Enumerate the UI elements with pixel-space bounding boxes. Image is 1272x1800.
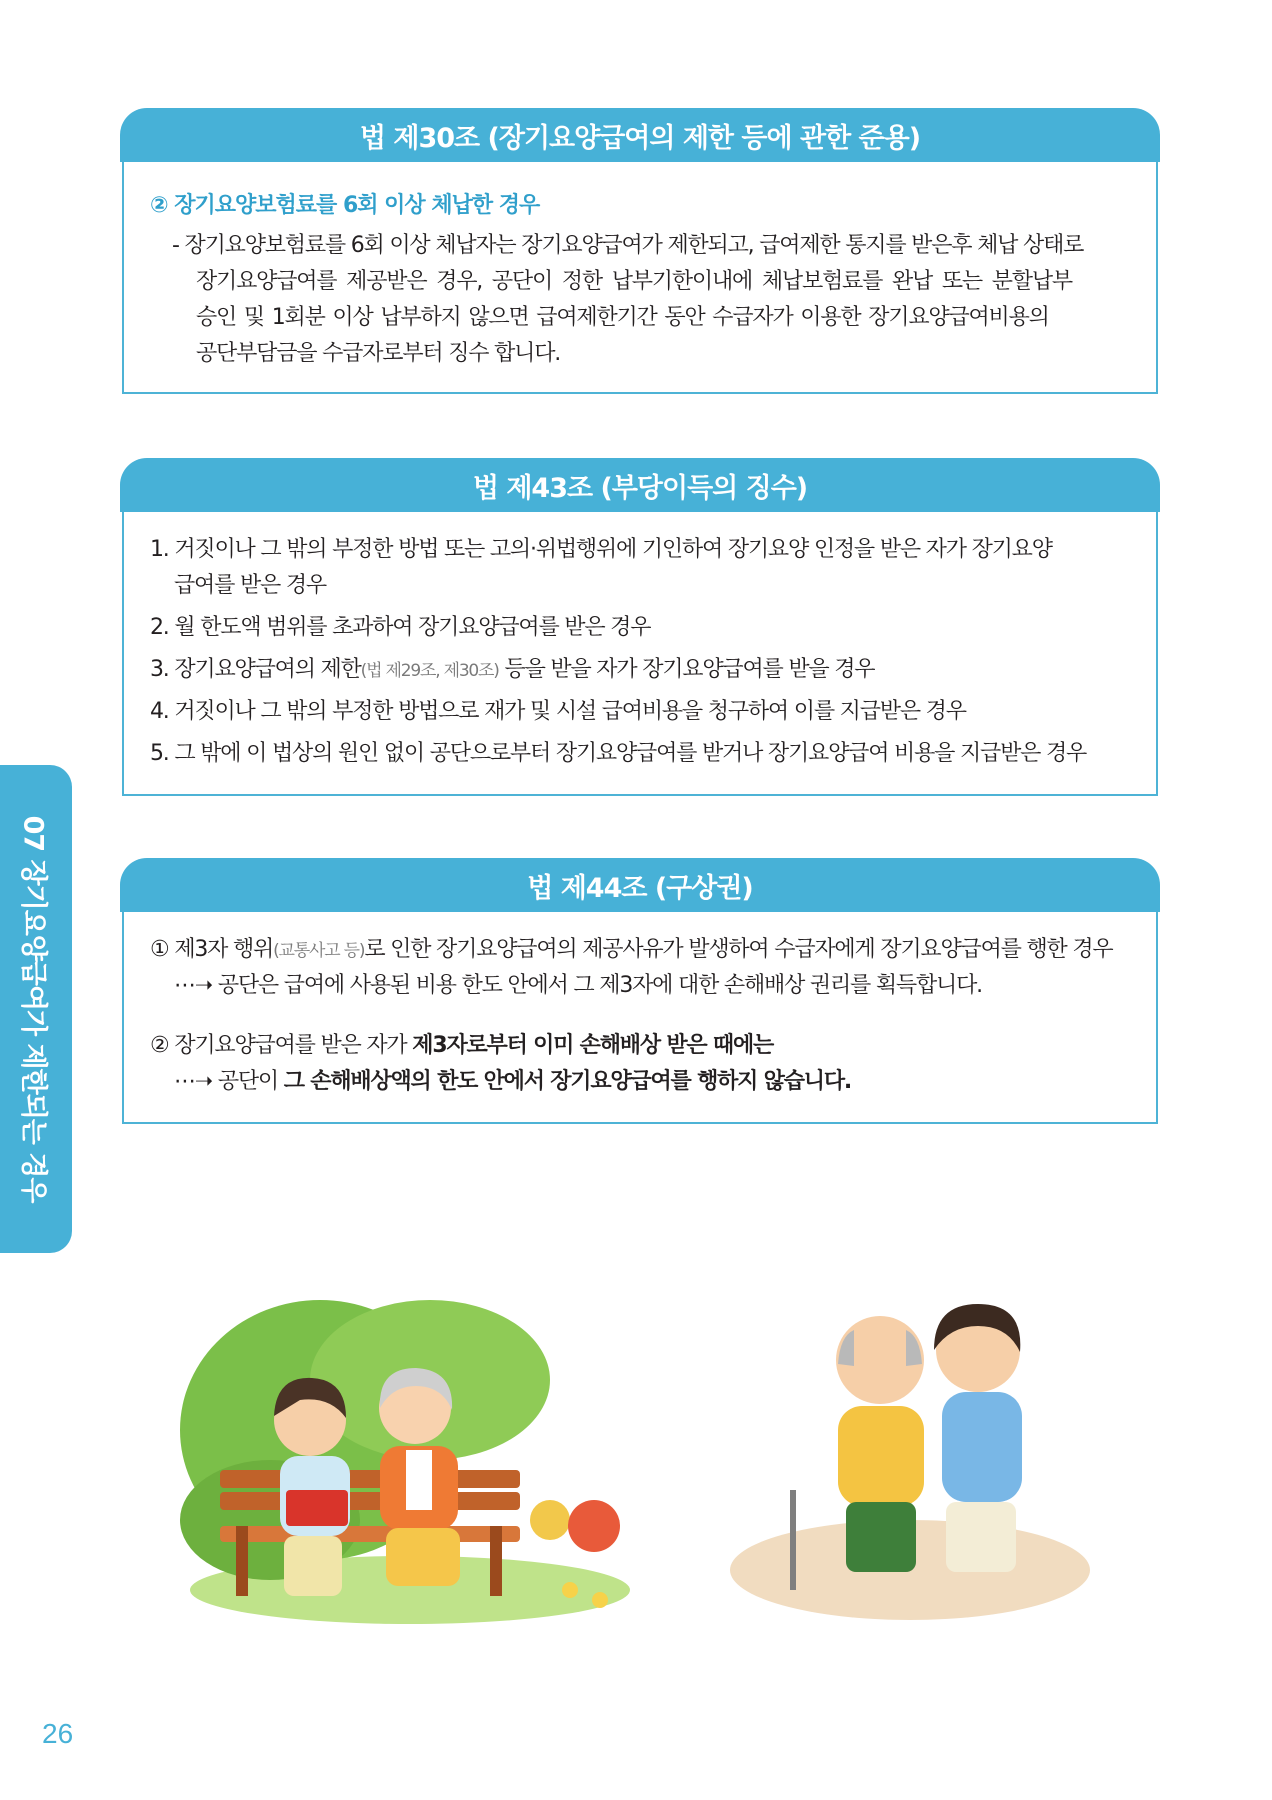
section44-p2-result: [174, 1064, 851, 1100]
section44-paragraph-1: [150, 932, 1112, 969]
section44-p2-bold: 제3자로부터 이미 손해배상 받은 때에는: [412, 1033, 774, 1058]
section43-item-3-post: 등을 받을 자가 장기요양급여를 받을 경우: [498, 657, 875, 682]
page-number: 26: [42, 1718, 74, 1749]
section30-box: [122, 162, 1158, 394]
section43-item-3: [150, 652, 874, 689]
bench-illustration: [180, 1290, 650, 1630]
section43-box: [122, 512, 1158, 796]
section44-header: [120, 858, 1160, 912]
section30-header: [120, 108, 1160, 162]
section44-title: 법 제44조 (구상권): [527, 872, 753, 904]
section43-item-1-cont: 급여를 받은 경우: [174, 573, 326, 598]
section30-line-3: 승인 및 1회분 이상 납부하지 않으면 급여제한기간 동안 수급자가 이용한 장기요양급여비용의: [196, 305, 1049, 330]
section30-line-2: 장기요양급여를 제공받은 경우, 공단이 정한 납부기한이내에 체납보험료를 완납 또는 분할납부: [196, 269, 1072, 294]
section44-p2-pre: ② 장기요양급여를 받은 자가: [150, 1033, 413, 1058]
section43-item-3-pre: 3. 장기요양급여의 제한: [150, 657, 361, 682]
section30-title: 법 제30조 (장기요양급여의 제한 등에 관한 준용): [359, 122, 921, 154]
section44-p1-result: ⋯➝ 공단은 급여에 사용된 비용 한도 안에서 그 제3자에 대한 손해배상 권리를 획득합니다.: [174, 973, 982, 998]
chapter-side-tab: [0, 765, 72, 1253]
chapter-side-tab-label: 07 장기요양급여가 제한되는 경우: [17, 815, 49, 1203]
section44-p2-result-pre: ⋯➝ 공단이: [174, 1069, 284, 1094]
section44-p1-note: (교통사고 등): [273, 941, 365, 961]
section43-item-5: 5. 그 밖에 이 법상의 원인 없이 공단으로부터 장기요양급여를 받거나 장기요양급여 비용을 지급받은 경우: [150, 741, 1087, 766]
section43-item-4: 4. 거짓이나 그 밖의 부정한 방법으로 재가 및 시설 급여비용을 청구하여 이를 지급받은 경우: [150, 699, 966, 724]
section43-header: [120, 458, 1160, 512]
section44-box: [122, 912, 1158, 1124]
section43-item-3-note: (법 제29조, 제30조): [360, 661, 499, 681]
section44-p1-post: 로 인한 장기요양급여의 제공사유가 발생하여 수급자에게 장기요양급여를 행한 경우: [364, 937, 1113, 962]
section43-item-2: 2. 월 한도액 범위를 초과하여 장기요양급여를 받은 경우: [150, 615, 651, 640]
section44-p1-pre: ① 제3자 행위: [150, 937, 274, 962]
walking-illustration: [720, 1280, 1090, 1620]
section44-paragraph-2: [150, 1028, 773, 1064]
section30-line-1: - 장기요양보험료를 6회 이상 체납자는 장기요양급여가 제한되고, 급여제한 통지를 받은후 체납 상태로: [172, 233, 1084, 258]
section30-line-4: 공단부담금을 수급자로부터 징수 합니다.: [196, 341, 561, 366]
section43-item-1: 1. 거짓이나 그 밖의 부정한 방법 또는 고의·위법행위에 기인하여 장기요양 인정을 받은 자가 장기요양: [150, 537, 1052, 562]
section30-subtitle: ② 장기요양보험료를 6회 이상 체납한 경우: [150, 193, 540, 218]
section43-title: 법 제43조 (부당이득의 징수): [472, 472, 808, 504]
section44-p2-result-bold: 그 손해배상액의 한도 안에서 장기요양급여를 행하지 않습니다.: [283, 1069, 852, 1094]
